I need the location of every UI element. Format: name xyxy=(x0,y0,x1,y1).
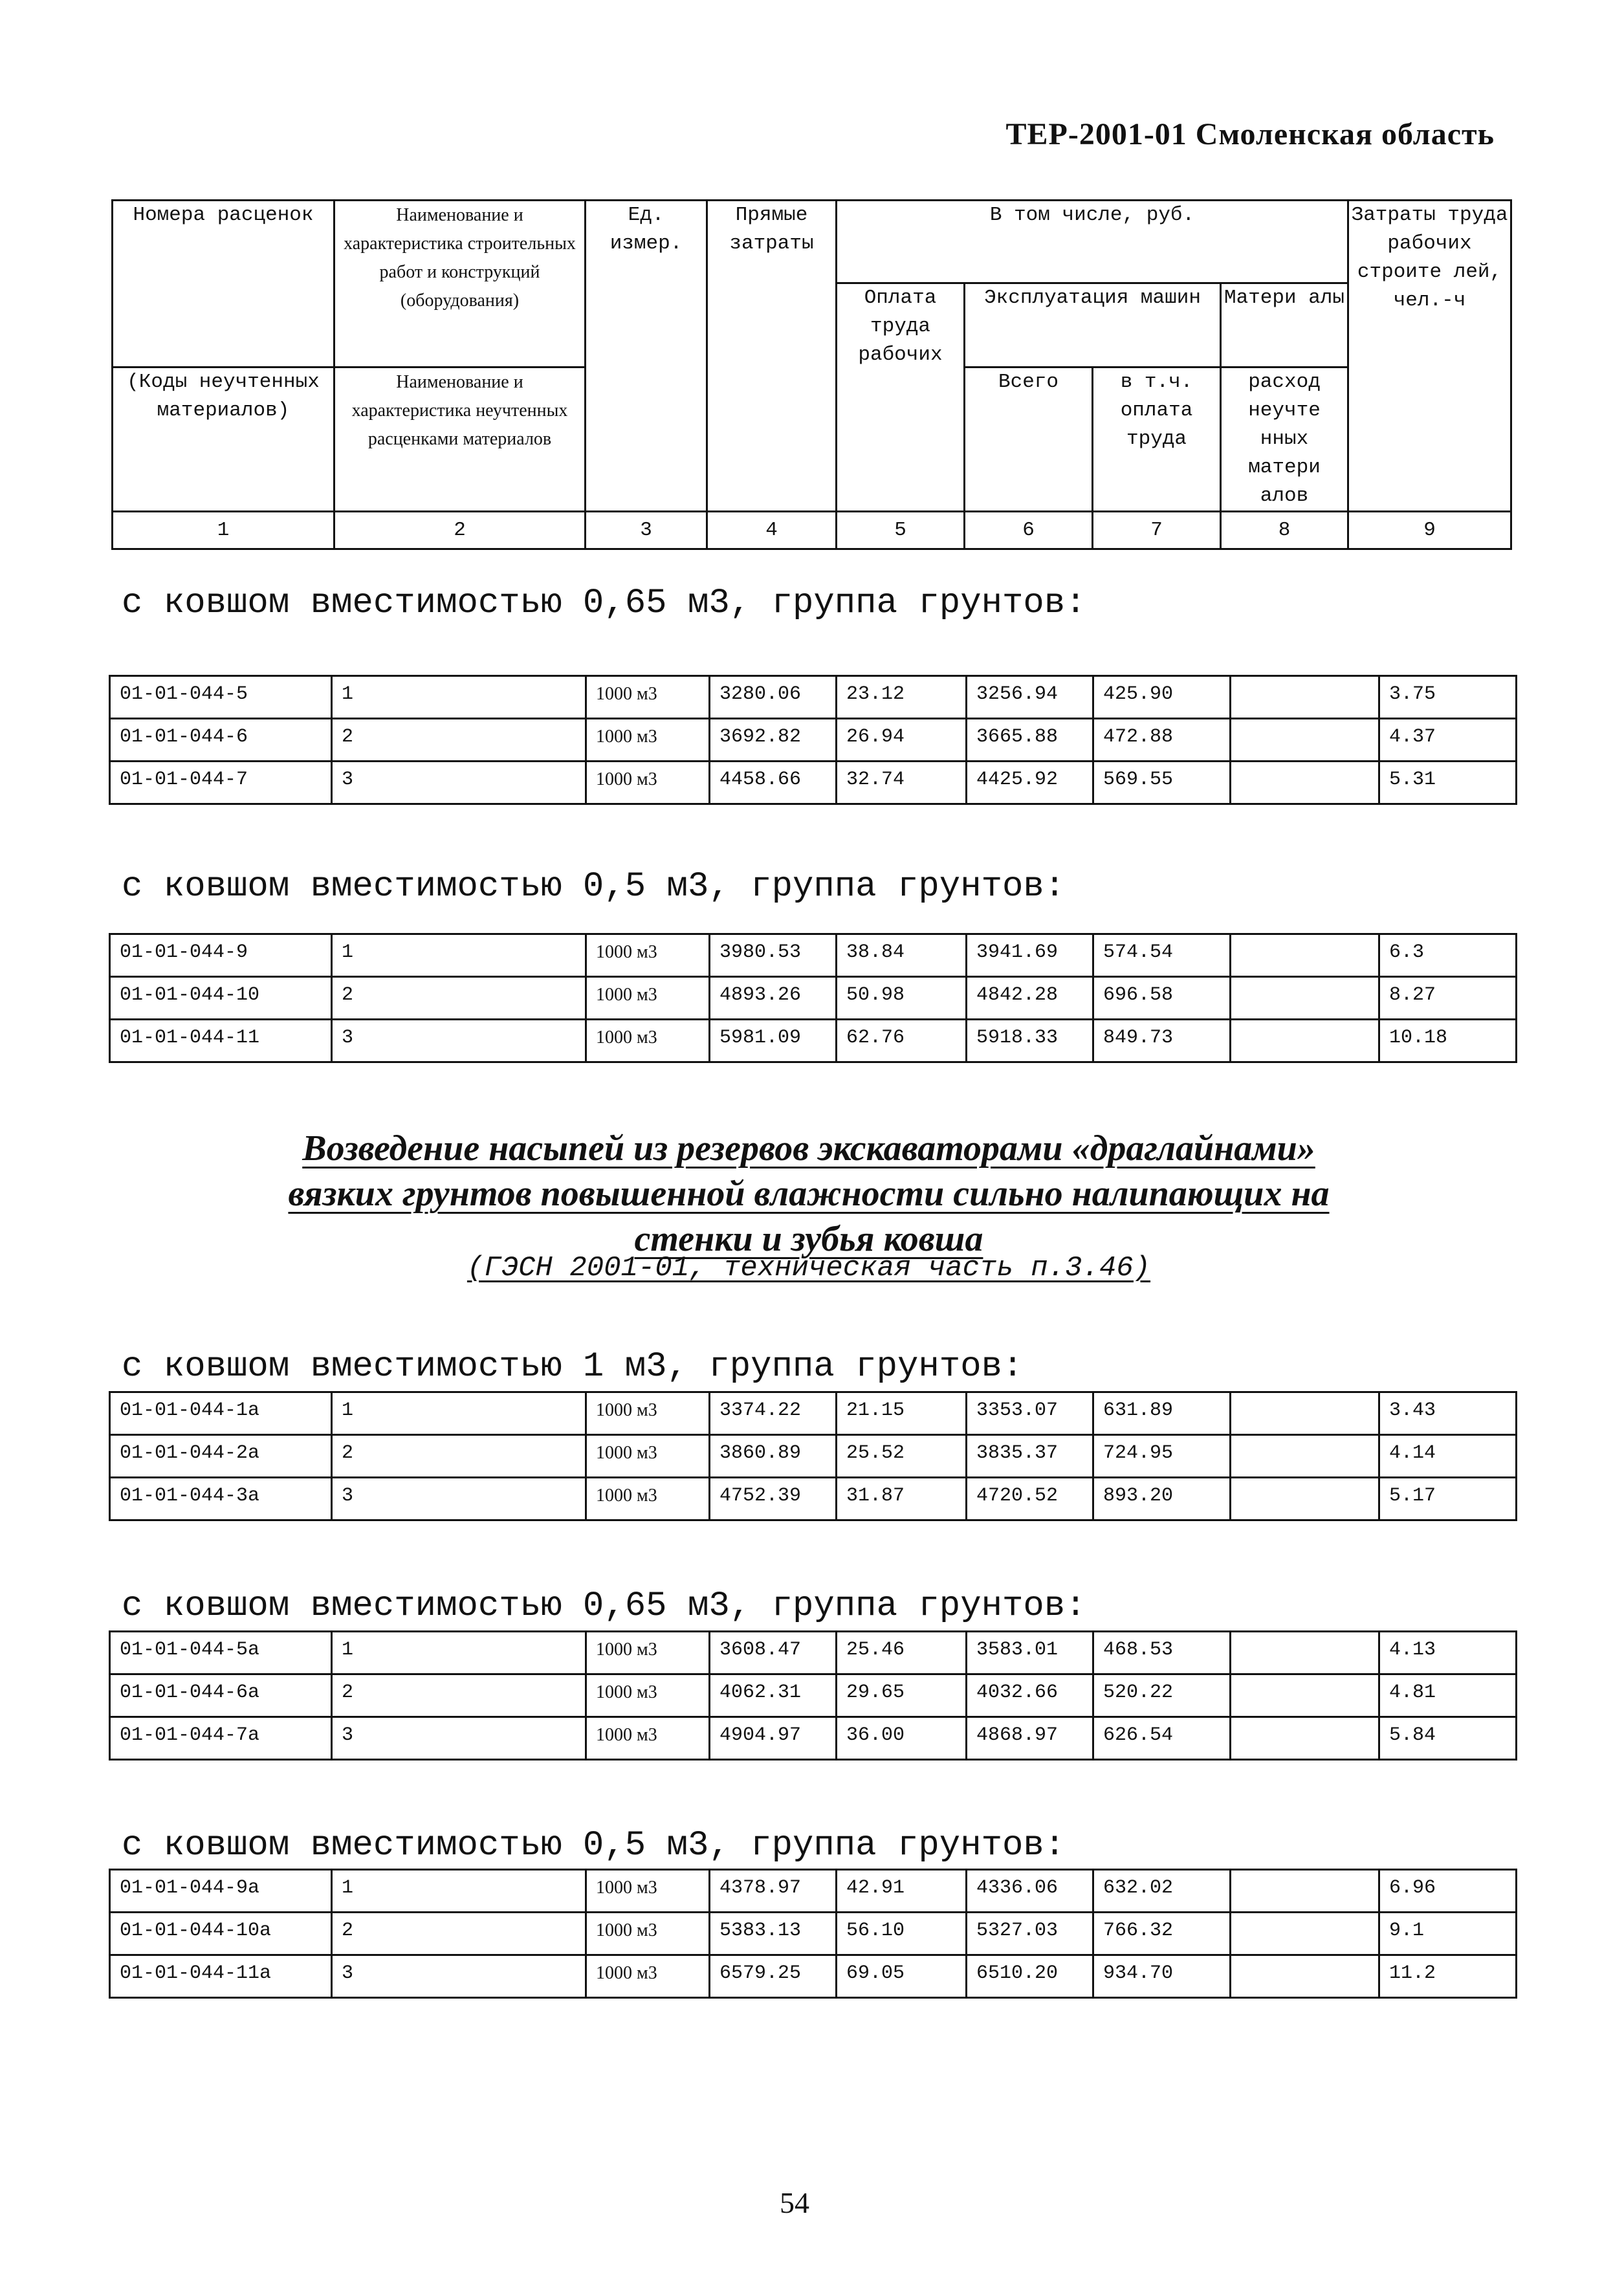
materials xyxy=(1231,1392,1379,1435)
col-number: 2 xyxy=(335,512,586,549)
soil-group: 2 xyxy=(332,1913,586,1955)
labor-hours: 9.1 xyxy=(1379,1913,1517,1955)
header-materials: Матери алы xyxy=(1221,283,1348,368)
header-direct-costs: Прямые затраты xyxy=(707,201,837,512)
machines-total: 3835.37 xyxy=(967,1435,1093,1478)
rates-table xyxy=(109,1869,1517,1999)
labor-hours: 5.17 xyxy=(1379,1478,1517,1520)
worker-wages: 26.94 xyxy=(837,719,967,762)
materials xyxy=(1231,719,1379,762)
machines-labor: 569.55 xyxy=(1093,762,1231,804)
labor-hours: 10.18 xyxy=(1379,1020,1517,1062)
materials xyxy=(1231,1870,1379,1913)
labor-hours: 4.13 xyxy=(1379,1632,1517,1674)
worker-wages: 23.12 xyxy=(837,676,967,719)
machines-total: 4336.06 xyxy=(967,1870,1093,1913)
direct-costs: 5981.09 xyxy=(710,1020,837,1062)
unit: 1000 м3 xyxy=(586,1020,710,1062)
machines-labor: 631.89 xyxy=(1093,1392,1231,1435)
machines-total: 4868.97 xyxy=(967,1717,1093,1760)
labor-hours: 6.3 xyxy=(1379,934,1517,977)
worker-wages: 29.65 xyxy=(837,1674,967,1717)
labor-hours: 6.96 xyxy=(1379,1870,1517,1913)
subheading-line: вязких грунтов повышенной влажности сильно налипающих на xyxy=(288,1174,1330,1214)
materials xyxy=(1231,762,1379,804)
machines-total: 4842.28 xyxy=(967,977,1093,1020)
machines-labor: 934.70 xyxy=(1093,1955,1231,1998)
unit: 1000 м3 xyxy=(586,1392,710,1435)
header-unaccounted-materials: расход неучте нных матери алов xyxy=(1221,368,1348,512)
worker-wages: 21.15 xyxy=(837,1392,967,1435)
col-number: 9 xyxy=(1348,512,1511,549)
table-row xyxy=(110,1478,1517,1520)
col-number: 5 xyxy=(837,512,965,549)
table-row xyxy=(110,977,1517,1020)
rates-table xyxy=(109,675,1517,805)
rate-code: 01-01-044-11а xyxy=(110,1955,332,1998)
labor-hours: 4.37 xyxy=(1379,719,1517,762)
rates-table xyxy=(109,1630,1517,1761)
header-worker-wages: Оплата труда рабочих xyxy=(837,283,965,512)
subheading xyxy=(110,1126,1508,1262)
header-machines-labor: в т.ч. оплата труда xyxy=(1093,368,1221,512)
table-row xyxy=(110,1955,1517,1998)
direct-costs: 6579.25 xyxy=(710,1955,837,1998)
col-number: 3 xyxy=(586,512,707,549)
labor-hours: 5.84 xyxy=(1379,1717,1517,1760)
col-number: 6 xyxy=(965,512,1093,549)
materials xyxy=(1231,1913,1379,1955)
unit: 1000 м3 xyxy=(586,977,710,1020)
page-header-title: ТЕР-2001-01 Смоленская область xyxy=(1005,117,1495,151)
machines-labor: 472.88 xyxy=(1093,719,1231,762)
materials xyxy=(1231,1955,1379,1998)
machines-total: 3941.69 xyxy=(967,934,1093,977)
rate-code: 01-01-044-10 xyxy=(110,977,332,1020)
worker-wages: 69.05 xyxy=(837,1955,967,1998)
rate-code: 01-01-044-2а xyxy=(110,1435,332,1478)
section-title: с ковшом вместимостью 1 м3, группа грунтов: xyxy=(122,1347,1024,1387)
materials xyxy=(1231,676,1379,719)
column-header-table xyxy=(111,199,1512,550)
materials xyxy=(1231,1478,1379,1520)
worker-wages: 62.76 xyxy=(837,1020,967,1062)
machines-labor: 468.53 xyxy=(1093,1632,1231,1674)
soil-group: 3 xyxy=(332,1020,586,1062)
rate-code: 01-01-044-7 xyxy=(110,762,332,804)
materials xyxy=(1231,1674,1379,1717)
direct-costs: 3860.89 xyxy=(710,1435,837,1478)
soil-group: 1 xyxy=(332,1392,586,1435)
soil-group: 2 xyxy=(332,1674,586,1717)
worker-wages: 56.10 xyxy=(837,1913,967,1955)
soil-group: 3 xyxy=(332,1478,586,1520)
unit: 1000 м3 xyxy=(586,762,710,804)
subheading-line: Возведение насыпей из резервов экскаваторами «драглайнами» xyxy=(302,1128,1315,1168)
rate-code: 01-01-044-7а xyxy=(110,1717,332,1760)
header-work-description: Наименование и характеристика строительных работ и конструкций (оборудования) xyxy=(335,201,586,368)
materials xyxy=(1231,934,1379,977)
unit: 1000 м3 xyxy=(586,676,710,719)
machines-total: 3665.88 xyxy=(967,719,1093,762)
unit: 1000 м3 xyxy=(586,1632,710,1674)
header-unaccounted-description: Наименование и характеристика неучтенных расценками материалов xyxy=(335,368,586,512)
direct-costs: 3280.06 xyxy=(710,676,837,719)
materials xyxy=(1231,977,1379,1020)
direct-costs: 3608.47 xyxy=(710,1632,837,1674)
materials xyxy=(1231,1435,1379,1478)
rate-code: 01-01-044-6 xyxy=(110,719,332,762)
machines-labor: 425.90 xyxy=(1093,676,1231,719)
table-row xyxy=(110,762,1517,804)
machines-labor: 626.54 xyxy=(1093,1717,1231,1760)
unit: 1000 м3 xyxy=(586,1478,710,1520)
header-unit: Ед. измер. xyxy=(586,201,707,512)
unit: 1000 м3 xyxy=(586,1913,710,1955)
header-rate-numbers: Номера расценок xyxy=(113,201,335,368)
materials xyxy=(1231,1632,1379,1674)
soil-group: 1 xyxy=(332,676,586,719)
subheading-reference: (ГЭСН 2001-01, техническая часть п.3.46) xyxy=(466,1252,1151,1284)
unit: 1000 м3 xyxy=(586,719,710,762)
soil-group: 3 xyxy=(332,1955,586,1998)
labor-hours: 11.2 xyxy=(1379,1955,1517,1998)
direct-costs: 4904.97 xyxy=(710,1717,837,1760)
rate-code: 01-01-044-1а xyxy=(110,1392,332,1435)
materials xyxy=(1231,1020,1379,1062)
machines-labor: 574.54 xyxy=(1093,934,1231,977)
worker-wages: 31.87 xyxy=(837,1478,967,1520)
section-title: с ковшом вместимостью 0,65 м3, группа грунтов: xyxy=(122,1586,1086,1626)
machines-total: 3353.07 xyxy=(967,1392,1093,1435)
labor-hours: 8.27 xyxy=(1379,977,1517,1020)
soil-group: 3 xyxy=(332,1717,586,1760)
worker-wages: 32.74 xyxy=(837,762,967,804)
machines-total: 3256.94 xyxy=(967,676,1093,719)
soil-group: 2 xyxy=(332,977,586,1020)
table-row xyxy=(110,719,1517,762)
direct-costs: 4378.97 xyxy=(710,1870,837,1913)
unit: 1000 м3 xyxy=(586,1717,710,1760)
section-title: с ковшом вместимостью 0,65 м3, группа грунтов: xyxy=(122,584,1086,623)
direct-costs: 4752.39 xyxy=(710,1478,837,1520)
rate-code: 01-01-044-9а xyxy=(110,1870,332,1913)
rate-code: 01-01-044-10а xyxy=(110,1913,332,1955)
header-unaccounted-codes: (Коды неучтенных материалов) xyxy=(113,368,335,512)
machines-labor: 696.58 xyxy=(1093,977,1231,1020)
machines-labor: 724.95 xyxy=(1093,1435,1231,1478)
machines-total: 3583.01 xyxy=(967,1632,1093,1674)
table-row xyxy=(110,934,1517,977)
rates-table xyxy=(109,1391,1517,1521)
worker-wages: 42.91 xyxy=(837,1870,967,1913)
table-row xyxy=(110,1020,1517,1062)
direct-costs: 3980.53 xyxy=(710,934,837,977)
labor-hours: 4.14 xyxy=(1379,1435,1517,1478)
labor-hours: 3.43 xyxy=(1379,1392,1517,1435)
table-row xyxy=(110,1674,1517,1717)
rate-code: 01-01-044-5 xyxy=(110,676,332,719)
machines-labor: 766.32 xyxy=(1093,1913,1231,1955)
rate-code: 01-01-044-5а xyxy=(110,1632,332,1674)
header-machines-total: Всего xyxy=(965,368,1093,512)
unit: 1000 м3 xyxy=(586,1955,710,1998)
page-number: 54 xyxy=(780,2186,809,2219)
direct-costs: 4893.26 xyxy=(710,977,837,1020)
unit: 1000 м3 xyxy=(586,1435,710,1478)
machines-total: 4032.66 xyxy=(967,1674,1093,1717)
machines-labor: 520.22 xyxy=(1093,1674,1231,1717)
soil-group: 1 xyxy=(332,1632,586,1674)
header-labor-hours: Затраты труда рабочих строите лей, чел.-ч xyxy=(1348,201,1511,512)
worker-wages: 36.00 xyxy=(837,1717,967,1760)
table-row xyxy=(110,1392,1517,1435)
worker-wages: 25.46 xyxy=(837,1632,967,1674)
worker-wages: 50.98 xyxy=(837,977,967,1020)
machines-labor: 893.20 xyxy=(1093,1478,1231,1520)
direct-costs: 4062.31 xyxy=(710,1674,837,1717)
section-title: с ковшом вместимостью 0,5 м3, группа грунтов: xyxy=(122,1826,1066,1865)
unit: 1000 м3 xyxy=(586,934,710,977)
machines-total: 4425.92 xyxy=(967,762,1093,804)
table-row xyxy=(110,676,1517,719)
machines-total: 5918.33 xyxy=(967,1020,1093,1062)
col-number: 8 xyxy=(1221,512,1348,549)
table-row xyxy=(110,1632,1517,1674)
col-number: 1 xyxy=(113,512,335,549)
labor-hours: 4.81 xyxy=(1379,1674,1517,1717)
direct-costs: 3692.82 xyxy=(710,719,837,762)
table-row xyxy=(110,1435,1517,1478)
soil-group: 3 xyxy=(332,762,586,804)
machines-labor: 632.02 xyxy=(1093,1870,1231,1913)
machines-labor: 849.73 xyxy=(1093,1020,1231,1062)
labor-hours: 5.31 xyxy=(1379,762,1517,804)
table-row xyxy=(110,1717,1517,1760)
direct-costs: 5383.13 xyxy=(710,1913,837,1955)
rate-code: 01-01-044-9 xyxy=(110,934,332,977)
rate-code: 01-01-044-11 xyxy=(110,1020,332,1062)
rate-code: 01-01-044-6а xyxy=(110,1674,332,1717)
unit: 1000 м3 xyxy=(586,1674,710,1717)
col-number: 4 xyxy=(707,512,837,549)
materials xyxy=(1231,1717,1379,1760)
soil-group: 1 xyxy=(332,1870,586,1913)
machines-total: 6510.20 xyxy=(967,1955,1093,1998)
direct-costs: 4458.66 xyxy=(710,762,837,804)
unit: 1000 м3 xyxy=(586,1870,710,1913)
col-number: 7 xyxy=(1093,512,1221,549)
header-including-rub: В том числе, руб. xyxy=(837,201,1348,283)
header-machine-operation: Эксплуатация машин xyxy=(965,283,1221,368)
rates-table xyxy=(109,933,1517,1063)
machines-total: 4720.52 xyxy=(967,1478,1093,1520)
direct-costs: 3374.22 xyxy=(710,1392,837,1435)
labor-hours: 3.75 xyxy=(1379,676,1517,719)
machines-total: 5327.03 xyxy=(967,1913,1093,1955)
soil-group: 1 xyxy=(332,934,586,977)
worker-wages: 25.52 xyxy=(837,1435,967,1478)
section-title: с ковшом вместимостью 0,5 м3, группа грунтов: xyxy=(122,867,1066,906)
table-row xyxy=(110,1913,1517,1955)
soil-group: 2 xyxy=(332,1435,586,1478)
table-row xyxy=(110,1870,1517,1913)
subheading-line: стенки и зубья ковша xyxy=(634,1219,983,1259)
rate-code: 01-01-044-3а xyxy=(110,1478,332,1520)
soil-group: 2 xyxy=(332,719,586,762)
worker-wages: 38.84 xyxy=(837,934,967,977)
